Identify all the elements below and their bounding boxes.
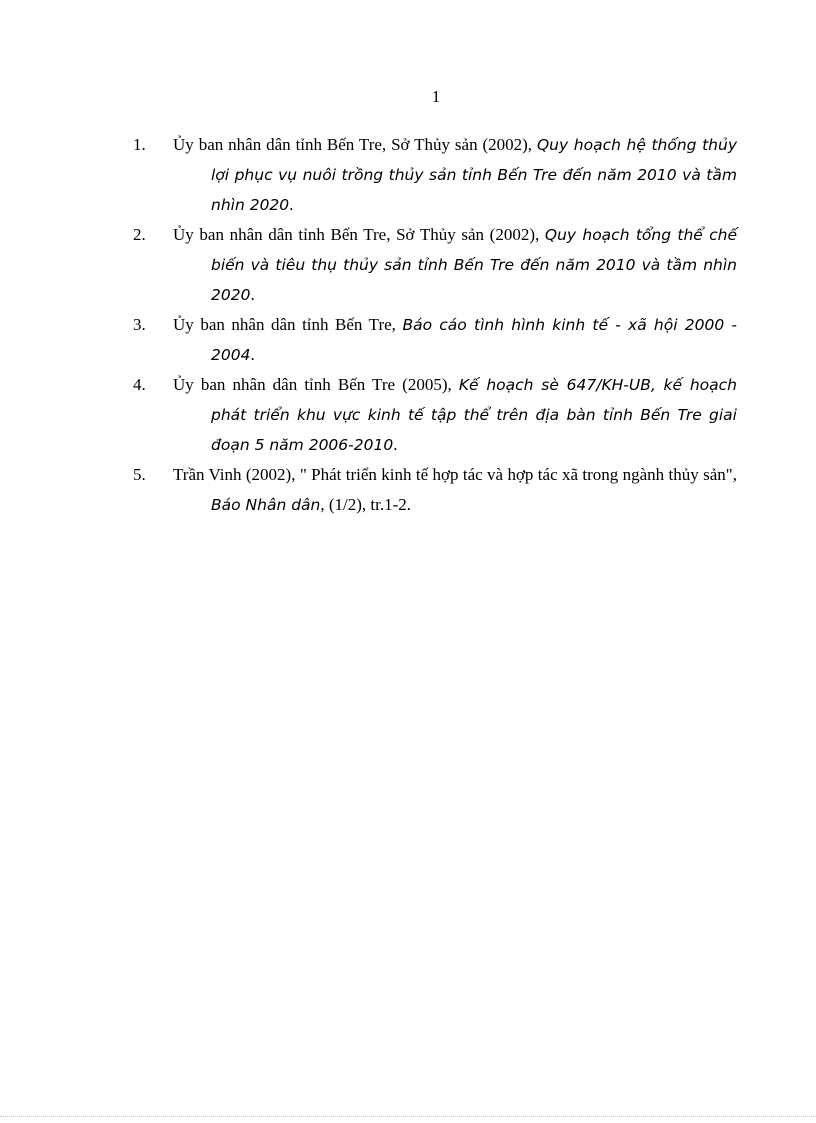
- reference-title: Báo cáo tình hình kinh tế - xã hội 2000 - 2004: [211, 316, 737, 364]
- reference-author: Ủy ban nhân dân tỉnh Bến Tre, Sở Thủy sản (2002),: [173, 135, 537, 154]
- reference-item-1: [133, 130, 737, 220]
- reference-number: 2.: [133, 225, 146, 244]
- reference-suffix: , (1/2), tr.1-2.: [320, 495, 412, 514]
- reference-title: Kế hoạch sè 647/KH-UB, kế hoạch phát triển khu vực kinh tế tập thể trên địa bàn tỉnh Bến Tre giai đoạn 5 năm 2006-2010: [211, 376, 737, 454]
- reference-author: Ủy ban nhân dân tỉnh Bến Tre (2005),: [173, 375, 459, 394]
- reference-author: Ủy ban nhân dân tỉnh Bến Tre, Sở Thủy sản (2002),: [173, 225, 545, 244]
- page-bottom-border: [0, 1116, 816, 1117]
- reference-title: Quy hoạch hệ thống thủy lợi phục vụ nuôi trồng thủy sản tỉnh Bến Tre đến năm 2010 và tầm nhìn 2020: [211, 136, 737, 214]
- reference-author: Trần Vinh (2002), " Phát triển kinh tế hợp tác và hợp tác xã trong ngành thủy sản",: [173, 465, 737, 484]
- reference-number: 1.: [133, 135, 146, 154]
- reference-title: Báo Nhân dân: [211, 496, 321, 514]
- reference-suffix: .: [250, 285, 255, 304]
- reference-suffix: .: [250, 345, 255, 364]
- reference-title: Quy hoạch tổng thể chế biến và tiêu thụ thủy sản tỉnh Bến Tre đến năm 2010 và tầm nhìn 2020: [211, 226, 737, 304]
- reference-item-2: [133, 220, 737, 310]
- reference-number: 4.: [133, 375, 146, 394]
- reference-item-5: [133, 460, 737, 520]
- reference-list: [133, 130, 737, 520]
- page-number: 1: [431, 87, 441, 106]
- reference-author: Ủy ban nhân dân tỉnh Bến Tre,: [173, 315, 403, 334]
- reference-suffix: .: [393, 435, 398, 454]
- reference-suffix: .: [289, 195, 294, 214]
- reference-item-3: [133, 310, 737, 370]
- reference-number: 5.: [133, 465, 146, 484]
- reference-number: 3.: [133, 315, 146, 334]
- reference-item-4: [133, 370, 737, 460]
